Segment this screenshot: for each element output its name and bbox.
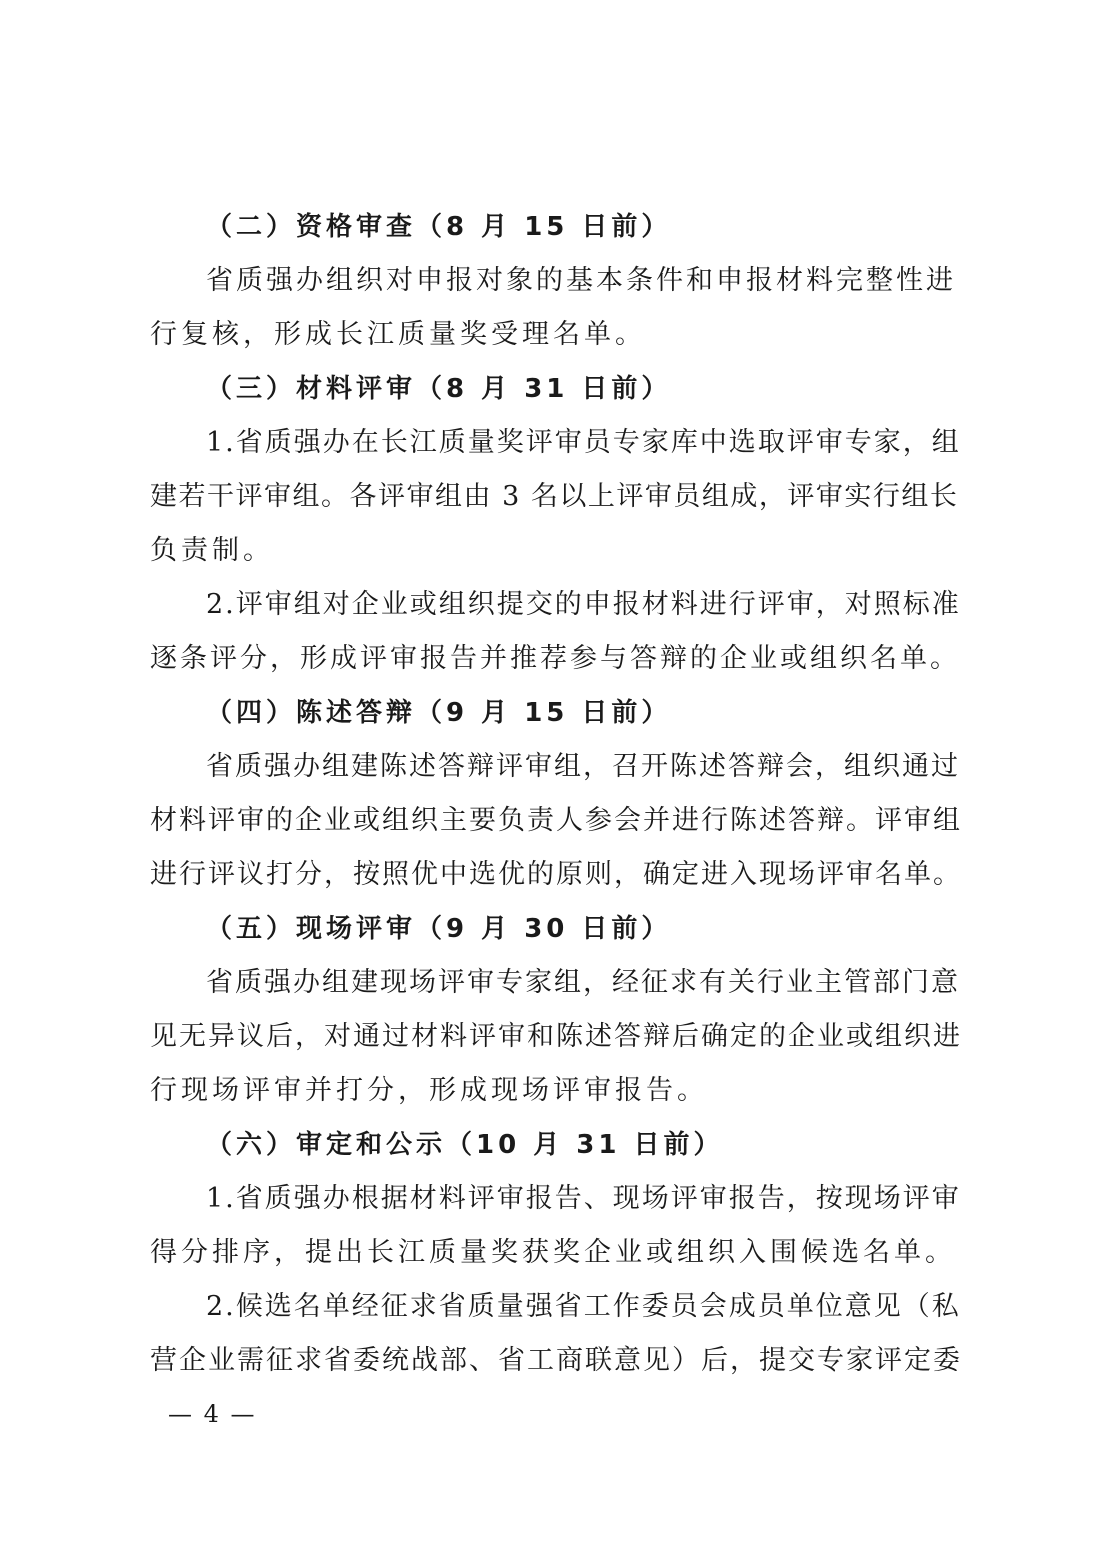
body-text-line: 2.候选名单经征求省质量强省工作委员会成员单位意见（私 — [206, 1291, 961, 1322]
body-text-line: 营企业需征求省委统战部、省工商联意见）后，提交专家评定委 — [150, 1345, 962, 1376]
body-text-line: 行复核，形成长江质量奖受理名单。 — [150, 319, 646, 350]
body-text-line: 省质强办组建陈述答辩评审组，召开陈述答辩会，组织通过 — [206, 751, 960, 782]
body-text-line: 省质强办组织对申报对象的基本条件和申报材料完整性进 — [206, 265, 956, 296]
body-text-line: 行现场评审并打分，形成现场评审报告。 — [150, 1075, 708, 1106]
body-text-line: 1.省质强办在长江质量奖评审员专家库中选取评审专家，组 — [206, 427, 961, 458]
section-heading: （六）审定和公示（10 月 31 日前） — [206, 1130, 724, 1160]
section-heading: （二）资格审查（8 月 15 日前） — [206, 212, 672, 242]
body-text-line: 建若干评审组。各评审组由 3 名以上评审员组成，评审实行组长 — [150, 481, 959, 512]
document-body — [150, 200, 965, 1388]
body-text-line: 得分排序，提出长江质量奖获奖企业或组织入围候选名单。 — [150, 1237, 956, 1268]
body-text-line: 负责制。 — [150, 535, 274, 566]
body-text-line: 逐条评分，形成评审报告并推荐参与答辩的企业或组织名单。 — [150, 643, 960, 674]
body-text-line: 进行评议打分，按照优中选优的原则，确定进入现场评审名单。 — [150, 859, 962, 890]
body-text-line: 省质强办组建现场评审专家组，经征求有关行业主管部门意 — [206, 967, 960, 998]
body-text-line: 材料评审的企业或组织主要负责人参会并进行陈述答辩。评审组 — [150, 805, 962, 836]
section-heading: （五）现场评审（9 月 30 日前） — [206, 914, 672, 944]
section-heading: （三）材料评审（8 月 31 日前） — [206, 374, 672, 404]
page-number: — 4 — — [168, 1400, 257, 1428]
body-text-line: 见无异议后，对通过材料评审和陈述答辩后确定的企业或组织进 — [150, 1021, 962, 1052]
section-heading: （四）陈述答辩（9 月 15 日前） — [206, 698, 672, 728]
body-text-line: 2.评审组对企业或组织提交的申报材料进行评审，对照标准 — [206, 589, 961, 620]
body-text-line: 1.省质强办根据材料评审报告、现场评审报告，按现场评审 — [206, 1183, 961, 1214]
